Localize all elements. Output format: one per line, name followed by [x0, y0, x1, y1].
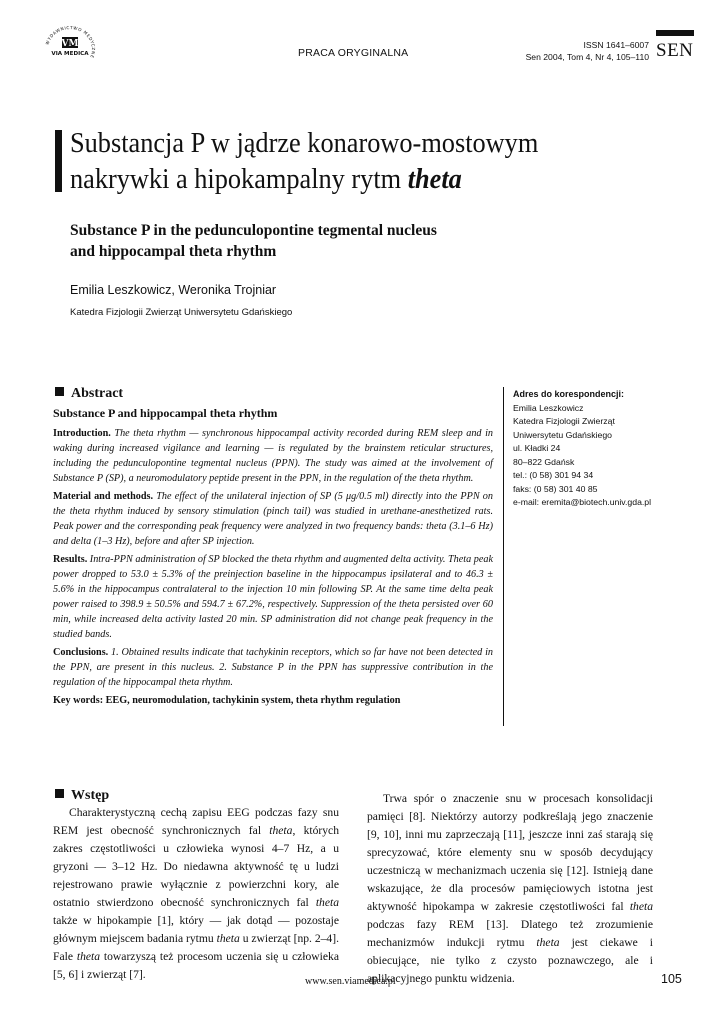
- correspondence-heading: Adres do korespondencji:: [513, 389, 625, 399]
- abstract-introduction: Introduction. The theta rhythm — synchronous hippocampal activity recorded during REM sleep and in waking during increased vigilance and learning — is regulated by the brainstem reticular structures, including the pedunculopontine tegmental nucleus (PPN). The study was aimed at the involvement of Substance P (SP), a neuromodulatory peptide present in the PPN, in the regulation of the theta rhythm.: [53, 428, 493, 484]
- svg-text:WYDAWNICTWO MEDYCZNE: WYDAWNICTWO MEDYCZNE: [44, 26, 97, 60]
- correspondence-line: tel.: (0 58) 301 94 34: [513, 470, 594, 480]
- abstract-conclusions: Conclusions. 1. Obtained results indicate that tachykinin receptors, which so far have not been detected in the PPN, are present in this nucleus. 2. Substance P in the PPN has suppressive contribution in the regulation of the hippocampal theta rhythm.: [53, 647, 493, 688]
- title-accent-bar: [55, 130, 62, 192]
- affiliation: Katedra Fizjologii Zwierząt Uniwersytetu Gdańskiego: [70, 307, 293, 318]
- title-polish: Substancja P w jądrze konarowo-mostowym nakrywki a hipokampalny rytm theta: [70, 128, 539, 195]
- correspondence-line: Katedra Fizjologii Zwierząt: [513, 416, 615, 426]
- correspondence: [513, 388, 713, 510]
- page-number: 105: [661, 972, 682, 986]
- abstract-subtitle: Substance P and hippocampal theta rhythm: [53, 406, 278, 420]
- journal-bar: [656, 30, 694, 36]
- square-bullet-icon: [55, 789, 64, 798]
- intro-left-column: [53, 804, 339, 984]
- intro-paragraph: Trwa spór o znaczenie snu w procesach konsolidacji pamięci [8]. Niektórzy autorzy podkreślają jego znaczenie [9, 10], inni mu zaprzeczają [11], jeszcze inni zaś starają się sprecyzować, które elementy snu w sposób decydujący uczestniczą w mechanizmach uczenia się [12]. Istnieją dane wskazujące, że dla procesów pamięciowych istotna jest aktywność hipokampa w zakresie częstotliwości fal theta podczas fazy REM [13]. Dlatego też zrozumienie mechanizmów indukcji rytmu theta jest ciekawe i obiecujące, nie tylko z czysto poznawczego, ale i aplikacyjnego punktu widzenia.: [367, 792, 653, 985]
- column-divider: [503, 387, 504, 726]
- journal-meta: [526, 39, 649, 63]
- issn: ISSN 1641–6007: [583, 40, 649, 50]
- correspondence-line: 80–822 Gdańsk: [513, 456, 575, 467]
- keywords: Key words: EEG, neuromodulation, tachykinin system, theta rhythm regulation: [53, 695, 401, 706]
- intro-paragraph: Charakterystyczną cechą zapisu EEG podczas fazy snu REM jest obecność synchronicznych fal theta, których zakres częstotliwości u człowieka wynosi 4–7 Hz, a u gryzoni — 3–12 Hz. Do niedawna aktywność tę u ludzi rejestrowano prawie wyłącznie z powierzchni kory, ale ostatnio stwierdzono obecność synchronicznych fal theta także w hipokampie [1], który — jak dotąd — pozostaje głównym miejscem badania rytmu theta u zwierząt [np. 2–4]. Fale theta towarzyszą też procesom uczenia się u człowieka [5, 6] i zwierząt [7].: [53, 806, 339, 981]
- title-english: Substance P in the pedunculopontine tegmental nucleus and hippocampal theta rhythm: [70, 222, 437, 260]
- issue-info: Sen 2004, Tom 4, Nr 4, 105–110: [525, 52, 649, 62]
- intro-right-column: [367, 790, 653, 988]
- correspondence-line: ul. Kładki 24: [513, 443, 561, 453]
- abstract-methods: Material and methods. The effect of the unilateral injection of SP (5 μg/0.5 ml) directly into the PPN on the theta rhythm induced by sensory stimulation (pinch tail) was studied in urethane-anesthetized rats. Peak power and the corresponding peak frequency were analyzed in two frequency bands: theta (3.1–6 Hz) and delta (1–3 Hz), before and after SP injection.: [53, 491, 493, 547]
- publisher-logo: [40, 26, 100, 72]
- journal-mark: [656, 30, 694, 62]
- logo-monogram: VM: [61, 39, 79, 49]
- abstract-heading: Abstract: [55, 386, 123, 402]
- correspondence-line: faks: (0 58) 301 40 85: [513, 483, 598, 494]
- footer-url[interactable]: www.sen.viamedica.pl: [305, 976, 396, 987]
- logo-name: VIA MEDICA: [51, 51, 89, 57]
- correspondence-line: Emilia Leszkowicz: [513, 402, 584, 413]
- abstract-body: [53, 426, 493, 711]
- correspondence-line: Uniwersytetu Gdańskiego: [513, 429, 612, 440]
- abstract-results: Results. Intra-PPN administration of SP blocked the theta rhythm and augmented delta activity. Theta peak power dropped to 53.0 ± 5.3% of the preinjection baseline in the hippocampus ipsilateral and to 46.3 ± 5.6% in the hippocampus contralateral to the injection 10 min following SP. At the same time delta peak power raised to 398.9 ± 50.5% and 594.7 ± 67.2%, respectively. Suppression of the theta persisted over 60 min, while increased delta activity lasted 20 min. SP administration did not change peak frequency in the studied bands.: [53, 554, 493, 640]
- square-bullet-icon: [55, 387, 64, 396]
- authors: Emilia Leszkowicz, Weronika Trojniar: [70, 283, 277, 297]
- correspondence-email[interactable]: e-mail: eremita@biotech.univ.gda.pl: [513, 497, 652, 507]
- intro-heading: Wstęp: [55, 788, 109, 804]
- journal-abbr: SEN: [656, 40, 694, 61]
- article-type: PRACA ORYGINALNA: [298, 47, 409, 59]
